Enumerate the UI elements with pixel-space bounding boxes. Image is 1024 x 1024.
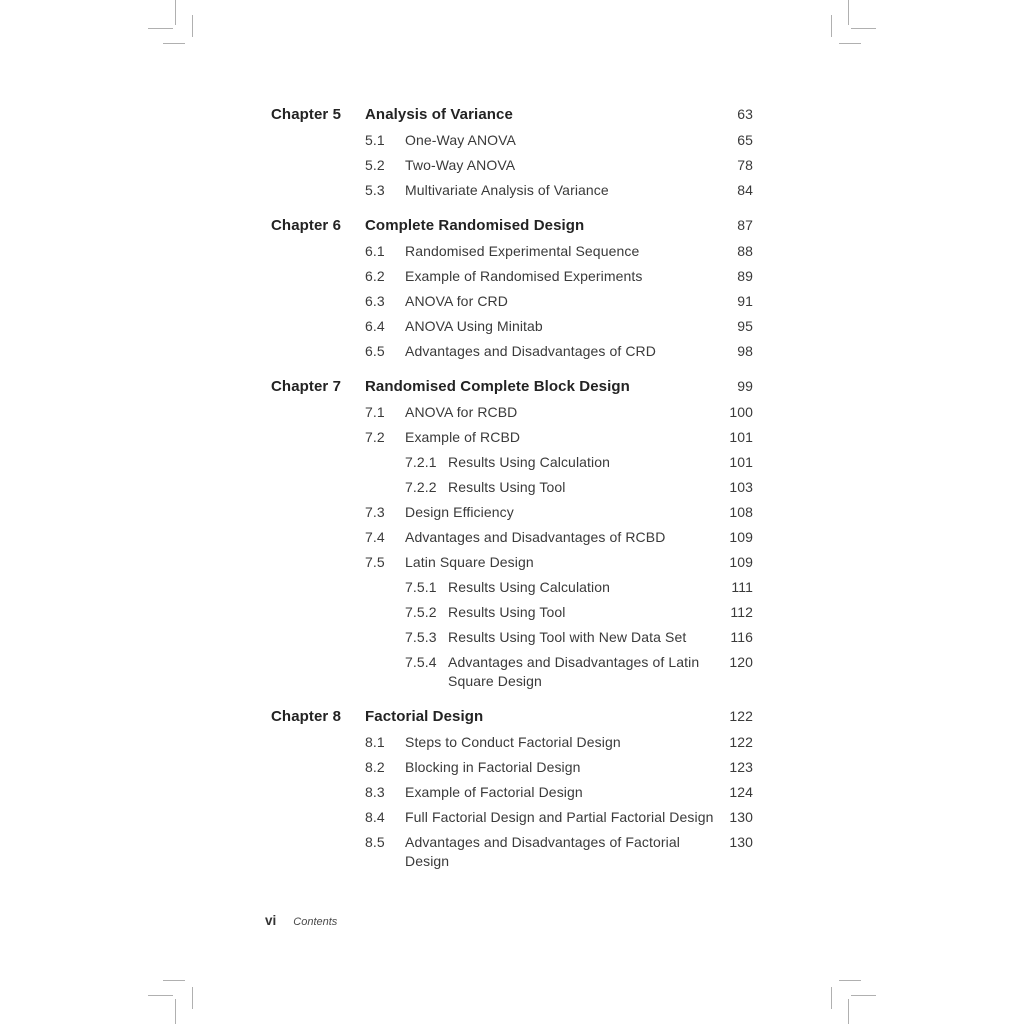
entry-page-number: 108 (729, 504, 753, 520)
entry-title: Advantages and Disadvantages of Latin Square Design (448, 654, 700, 689)
entry-page-number: 116 (730, 629, 753, 645)
entry-title: ANOVA Using Minitab (405, 318, 543, 334)
entry-page-number: 112 (730, 604, 753, 620)
entry-number: 8.1 (365, 734, 385, 750)
entry-number: 7.2.1 (405, 454, 437, 470)
entry-page-number: 98 (737, 343, 753, 359)
entry-title: Two-Way ANOVA (405, 157, 516, 173)
toc-entry (271, 292, 753, 311)
chapter-label: Chapter 6 (271, 217, 342, 234)
toc-entry (271, 578, 753, 597)
entry-number: 7.5.4 (405, 654, 437, 670)
toc-chapter-6 (271, 215, 753, 361)
entry-page-number: 130 (729, 834, 753, 850)
toc-entry (271, 478, 753, 497)
entry-page-number: 100 (729, 404, 753, 420)
entry-number: 6.3 (365, 293, 385, 309)
entry-page-number: 120 (729, 654, 753, 670)
entry-number: 7.4 (365, 529, 385, 545)
entry-number: 8.5 (365, 834, 385, 850)
crop-mark (148, 995, 173, 996)
chapter-heading-row (271, 104, 753, 125)
crop-mark (192, 15, 193, 37)
crop-mark (831, 987, 832, 1009)
toc-entry (271, 403, 753, 422)
entry-page-number: 95 (737, 318, 753, 334)
crop-mark (163, 43, 185, 44)
entry-title: Results Using Calculation (448, 454, 611, 470)
crop-mark (839, 43, 861, 44)
entry-title: Results Using Calculation (448, 579, 611, 595)
entry-page-number: 109 (729, 529, 753, 545)
toc-entry (271, 808, 753, 827)
entry-title: Blocking in Factorial Design (405, 759, 581, 775)
toc-chapter-5 (271, 104, 753, 200)
toc-entry (271, 131, 753, 150)
entry-number: 7.5.2 (405, 604, 437, 620)
chapter-label: Chapter 8 (271, 708, 342, 725)
crop-mark (851, 28, 876, 29)
entry-title: ANOVA for RCBD (405, 404, 518, 420)
entry-title: ANOVA for CRD (405, 293, 508, 309)
entry-title: Example of RCBD (405, 429, 521, 445)
toc-entry (271, 453, 753, 472)
running-title: Contents (293, 916, 338, 928)
entry-title: One-Way ANOVA (405, 132, 516, 148)
crop-mark (848, 999, 849, 1024)
folio-page-number: vi (265, 913, 277, 928)
toc-entry (271, 628, 753, 647)
entry-title: Advantages and Disadvantages of RCBD (405, 529, 666, 545)
toc-chapter-8 (271, 706, 753, 871)
entry-page-number: 103 (729, 479, 753, 495)
entry-title: Example of Randomised Experiments (405, 268, 643, 284)
entry-page-number: 109 (729, 554, 753, 570)
entry-title: Design Efficiency (405, 504, 514, 520)
chapter-title: Complete Randomised Design (365, 217, 585, 234)
toc-entry (271, 603, 753, 622)
page-footer (265, 913, 337, 928)
crop-mark (175, 0, 176, 25)
chapter-page-number: 122 (729, 708, 753, 724)
table-of-contents (271, 104, 753, 877)
entry-number: 5.3 (365, 182, 385, 198)
entry-title: Randomised Experimental Sequence (405, 243, 640, 259)
entry-page-number: 124 (729, 784, 753, 800)
toc-entry (271, 833, 753, 871)
toc-entry (271, 428, 753, 447)
toc-entry (271, 267, 753, 286)
entry-title: Results Using Tool (448, 479, 566, 495)
chapter-page-number: 99 (737, 378, 753, 394)
toc-entry (271, 181, 753, 200)
entry-page-number: 84 (737, 182, 753, 198)
toc-entry (271, 342, 753, 361)
entry-number: 8.4 (365, 809, 385, 825)
entry-number: 7.5.1 (405, 579, 437, 595)
entry-number: 6.2 (365, 268, 385, 284)
entry-title: Advantages and Disadvantages of CRD (405, 343, 656, 359)
toc-entry (271, 653, 753, 691)
entry-page-number: 101 (729, 429, 753, 445)
toc-chapter-7 (271, 376, 753, 691)
entry-number: 7.2.2 (405, 479, 437, 495)
entry-number: 6.5 (365, 343, 385, 359)
chapter-label: Chapter 7 (271, 378, 342, 395)
toc-entry (271, 758, 753, 777)
toc-entry (271, 528, 753, 547)
crop-mark (848, 0, 849, 25)
entry-title: Example of Factorial Design (405, 784, 583, 800)
toc-entry (271, 553, 753, 572)
chapter-title: Randomised Complete Block Design (365, 378, 630, 395)
crop-mark (175, 999, 176, 1024)
entry-title: Results Using Tool with New Data Set (448, 629, 687, 645)
entry-page-number: 122 (729, 734, 753, 750)
entry-page-number: 78 (737, 157, 753, 173)
chapter-heading-row (271, 376, 753, 397)
toc-entry (271, 242, 753, 261)
chapter-title: Analysis of Variance (365, 106, 513, 123)
entry-title: Advantages and Disadvantages of Factorial Design (405, 834, 680, 869)
entry-page-number: 123 (729, 759, 753, 775)
entry-number: 7.1 (365, 404, 385, 420)
entry-number: 8.3 (365, 784, 385, 800)
entry-number: 7.2 (365, 429, 385, 445)
entry-number: 8.2 (365, 759, 385, 775)
entry-page-number: 88 (737, 243, 753, 259)
crop-mark (148, 28, 173, 29)
entry-title: Full Factorial Design and Partial Factorial Design (405, 809, 714, 825)
crop-mark (839, 980, 861, 981)
entry-page-number: 91 (737, 293, 753, 309)
entry-page-number: 89 (737, 268, 753, 284)
chapter-page-number: 63 (737, 106, 753, 122)
entry-page-number: 101 (729, 454, 753, 470)
toc-entry (271, 733, 753, 752)
toc-entry (271, 503, 753, 522)
entry-page-number: 65 (737, 132, 753, 148)
entry-number: 6.4 (365, 318, 385, 334)
chapter-label: Chapter 5 (271, 106, 342, 123)
entry-number: 7.5 (365, 554, 385, 570)
entry-title: Multivariate Analysis of Variance (405, 182, 609, 198)
entry-number: 7.5.3 (405, 629, 437, 645)
chapter-heading-row (271, 215, 753, 236)
entry-title: Steps to Conduct Factorial Design (405, 734, 621, 750)
entry-page-number: 130 (729, 809, 753, 825)
entry-title: Latin Square Design (405, 554, 534, 570)
crop-mark (851, 995, 876, 996)
entry-number: 6.1 (365, 243, 385, 259)
entry-number: 5.2 (365, 157, 385, 173)
toc-entry (271, 156, 753, 175)
entry-page-number: 111 (731, 579, 753, 595)
chapter-heading-row (271, 706, 753, 727)
chapter-page-number: 87 (737, 217, 753, 233)
crop-mark (192, 987, 193, 1009)
entry-title: Results Using Tool (448, 604, 566, 620)
crop-mark (831, 15, 832, 37)
entry-number: 7.3 (365, 504, 385, 520)
chapter-title: Factorial Design (365, 708, 484, 725)
toc-entry (271, 317, 753, 336)
entry-number: 5.1 (365, 132, 385, 148)
toc-entry (271, 783, 753, 802)
crop-mark (163, 980, 185, 981)
